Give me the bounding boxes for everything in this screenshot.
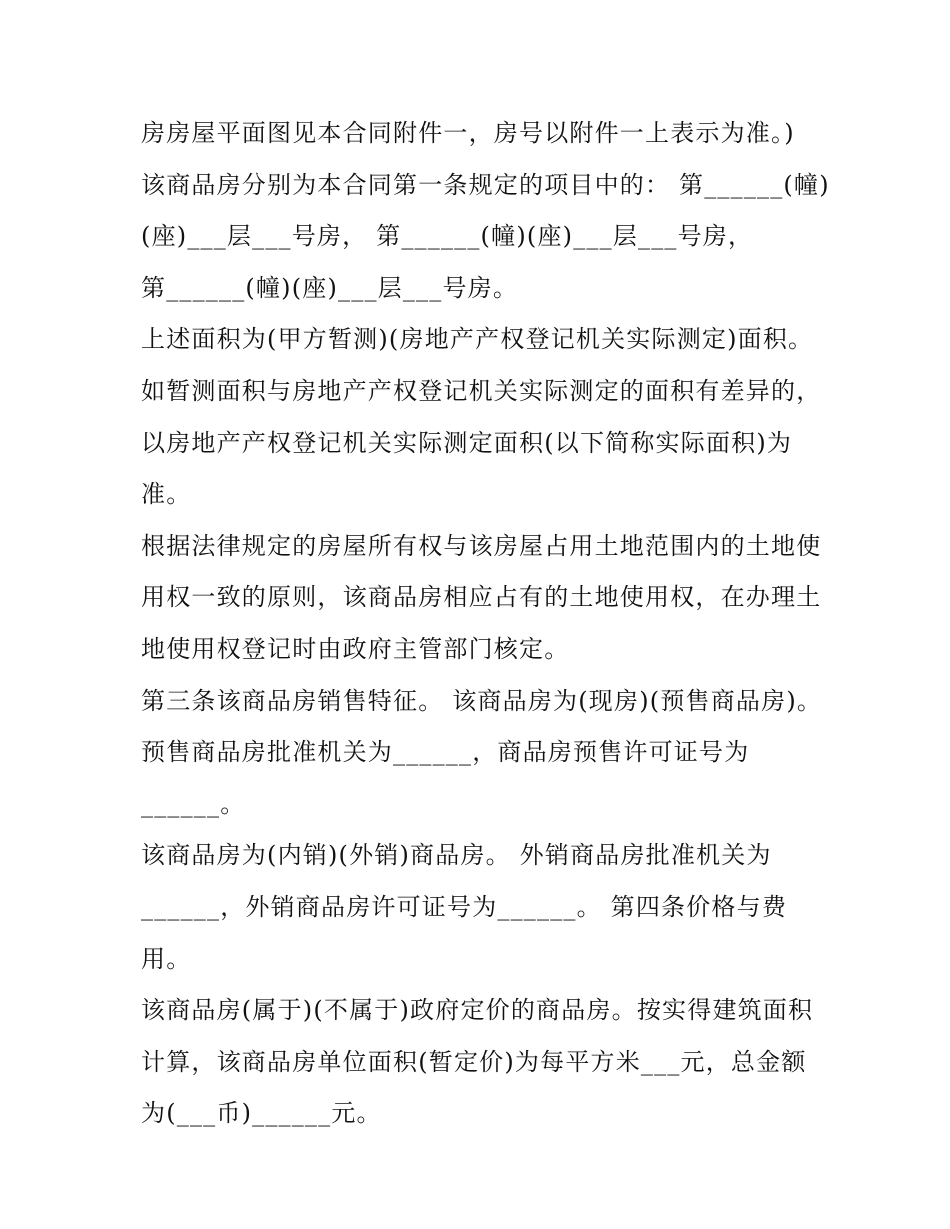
text-line: 上述面积为(甲方暂测)(房地产产权登记机关实际测定)面积。 <box>141 325 814 354</box>
text-line: 预售商品房批准机关为______，商品房预售许可证号为 <box>141 738 750 767</box>
text-line: 以房地产产权登记机关实际测定面积(以下简称实际面积)为 <box>141 428 793 457</box>
text-line: 如暂测面积与房地产产权登记机关实际测定的面积有差异的， <box>141 376 822 405</box>
text-line: 该商品房分别为本合同第一条规定的项目中的： 第______(幢) <box>141 170 830 199</box>
text-line: 根据法律规定的房屋所有权与该房屋占用土地范围内的土地使 <box>141 531 822 560</box>
text-line: 用权一致的原则，该商品房相应占有的土地使用权，在办理土 <box>141 583 822 612</box>
text-line: 准。 <box>141 480 192 509</box>
text-line: 地使用权登记时由政府主管部门核定。 <box>141 634 570 663</box>
text-line: 计算，该商品房单位面积(暂定价)为每平方米___元，总金额 <box>141 1047 807 1076</box>
contract-text <box>141 108 831 1140</box>
text-line: 该商品房(属于)(不属于)政府定价的商品房。按实得建筑面积 <box>141 996 814 1025</box>
text-line: 用。 <box>141 944 192 973</box>
text-line: ______，外销商品房许可证号为______。 第四条价格与费 <box>141 892 788 921</box>
text-line: ______。 <box>141 789 246 818</box>
text-line: 为(___币)______元。 <box>141 1099 382 1128</box>
text-line: 房房屋平面图见本合同附件一，房号以附件一上表示为准。) <box>141 119 795 147</box>
text-line: 该商品房为(内销)(外销)商品房。 外销商品房批准机关为 <box>141 841 772 870</box>
text-line: (座)___层___号房， 第______(幢)(座)___层___号房， <box>141 222 754 251</box>
text-line: 第______(幢)(座)___层___号房。 <box>141 273 519 302</box>
text-line: 第三条该商品房销售特征。 该商品房为(现房)(预售商品房)。 <box>141 686 823 715</box>
